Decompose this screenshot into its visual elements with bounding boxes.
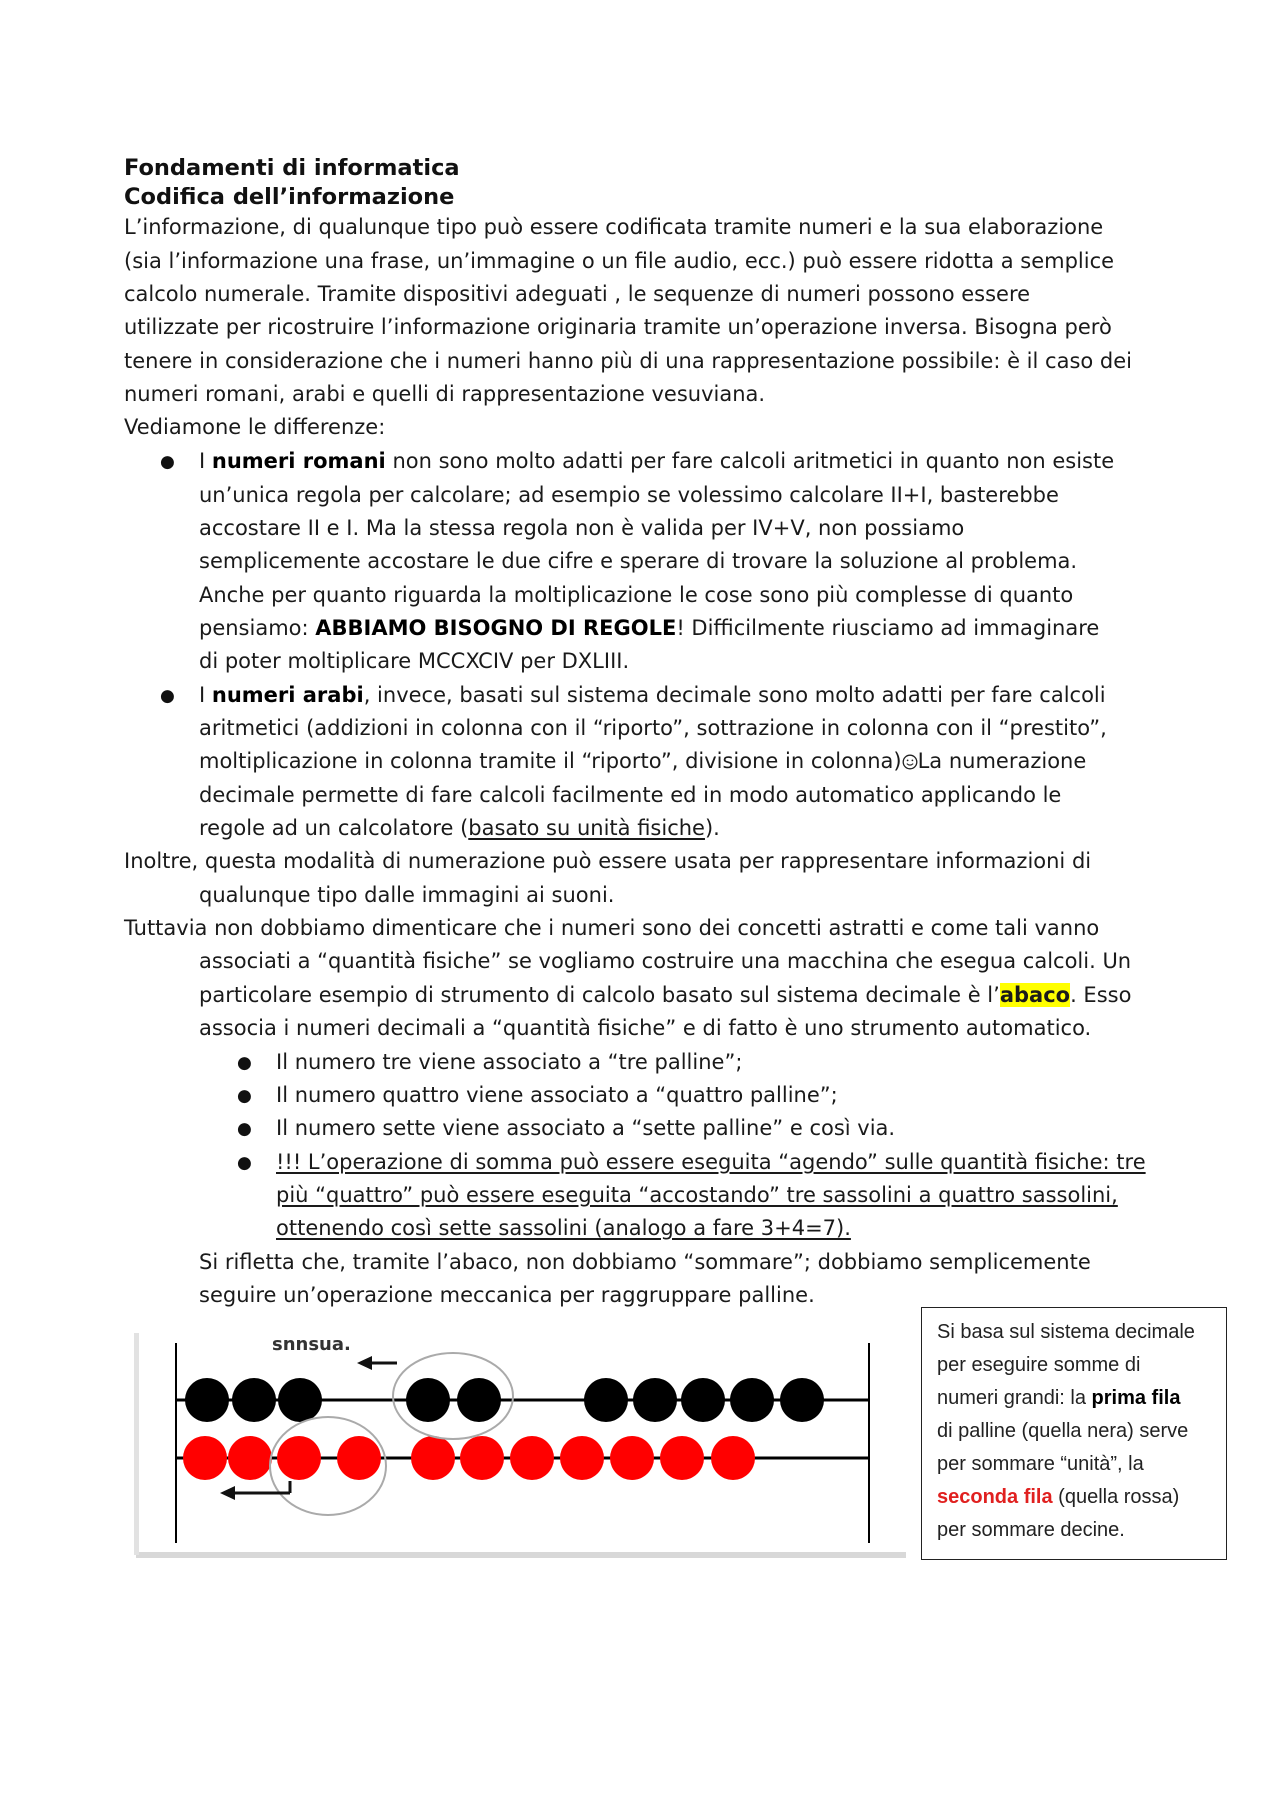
intro-line: calcolo numerale. Tramite dispositivi adeguati , le sequenze di numeri possono essere	[124, 282, 1031, 306]
note-line: Si basa sul sistema decimale	[937, 1321, 1195, 1343]
abaco-highlight: abaco	[999, 983, 1071, 1007]
tuttavia-line: associati a “quantità fisiche” se vogliamo costruire una macchina che esegua calcoli. Un	[199, 949, 1132, 973]
sub-bullet-text: Il numero sette viene associato a “sette palline” e così via.	[276, 1116, 896, 1140]
intro-line: utilizzate per ricostruire l’informazione originaria tramite un’operazione inversa. Bisogna però	[124, 315, 1112, 339]
arabi-line: I numeri arabi, invece, basati sul sistema decimale sono molto adatti per fare calcoli	[199, 683, 1106, 707]
black-bead	[584, 1378, 628, 1422]
sub-bullet-text: Il numero quattro viene associato a “quattro palline”;	[276, 1083, 838, 1107]
romani-line: di poter moltiplicare MCCXCIV per DXLIII.	[199, 649, 630, 673]
inoltre-line: Inoltre, questa modalità di numerazione può essere usata per rappresentare informazioni di	[124, 849, 1092, 873]
arabi-term: numeri arabi	[211, 683, 364, 707]
romani-line: I numeri romani non sono molto adatti per fare calcoli aritmetici in quanto non esiste	[199, 449, 1115, 473]
bullet-dot: ●	[160, 686, 175, 706]
red-bead	[460, 1436, 504, 1480]
arabi-line: moltiplicazione in colonna tramite il “riporto”, divisione in colonna) La numerazione	[199, 749, 1087, 773]
riflessione-line: Si rifletta che, tramite l’abaco, non dobbiamo “sommare”; dobbiamo semplicemente	[199, 1250, 1091, 1274]
regole-emphasis: ABBIAMO BISOGNO DI REGOLE	[315, 616, 677, 640]
somma-line: più “quattro” può essere eseguita “accostando” tre sassolini a quattro sassolini,	[276, 1183, 1118, 1207]
page-title: Fondamenti di informatica	[124, 155, 460, 181]
note-line: per sommare “unità”, la	[937, 1453, 1144, 1475]
bullet-dot: ●	[237, 1153, 252, 1173]
intro-line: tenere in considerazione che i numeri hanno più di una rappresentazione possibile: è il caso dei	[124, 349, 1132, 373]
romani-line: Anche per quanto riguarda la moltiplicazione le cose sono più complesse di quanto	[199, 583, 1074, 607]
bullet-dot: ●	[237, 1086, 252, 1106]
black-bead	[730, 1378, 774, 1422]
figure-shadow-left	[134, 1333, 139, 1555]
note-line: per eseguire somme di	[937, 1354, 1141, 1376]
red-bead-row	[183, 1436, 755, 1480]
intro-line: (sia l’informazione una frase, un’immagine o un file audio, ecc.) può essere ridotta a semplice	[124, 249, 1115, 273]
black-bead	[780, 1378, 824, 1422]
note-box	[921, 1307, 1227, 1560]
red-bead	[610, 1436, 654, 1480]
prima-fila-bold: prima fila	[1091, 1387, 1181, 1409]
figure-caption-fragment: snnsua.	[272, 1334, 351, 1355]
romani-term: numeri romani	[211, 449, 386, 473]
black-bead	[406, 1378, 450, 1422]
bullet-dot: ●	[237, 1119, 252, 1139]
riflessione-line: seguire un’operazione meccanica per raggruppare palline.	[199, 1283, 815, 1307]
tuttavia-line: associa i numeri decimali a “quantità fisiche” e di fatto è uno strumento automatico.	[199, 1016, 1092, 1040]
note-line: numeri grandi: la prima fila	[937, 1387, 1181, 1409]
section-title: Codifica dell’informazione	[124, 184, 455, 210]
somma-line: ottenendo così sette sassolini (analogo a fare 3+4=7).	[276, 1216, 851, 1240]
tuttavia-line: Tuttavia non dobbiamo dimenticare che i numeri sono dei concetti astratti e come tali vanno	[124, 916, 1100, 940]
red-bead	[411, 1436, 455, 1480]
arabi-line: regole ad un calcolatore (basato su unità fisiche).	[199, 816, 720, 840]
romani-line: semplicemente accostare le due cifre e sperare di trovare la soluzione al problema.	[199, 549, 1078, 573]
note-line: di palline (quella nera) serve	[937, 1420, 1189, 1442]
red-bead	[277, 1436, 321, 1480]
romani-line: un’unica regola per calcolare; ad esempio se volessimo calcolare II+I, basterebbe	[199, 483, 1059, 507]
note-line: per sommare decine.	[937, 1519, 1125, 1541]
somma-line: !!! L’operazione di somma può essere eseguita “agendo” sulle quantità fisiche: tre	[276, 1150, 1146, 1174]
black-bead	[457, 1378, 501, 1422]
arabi-line: decimale permette di fare calcoli facilmente ed in modo automatico applicando le	[199, 783, 1062, 807]
arabi-line: aritmetici (addizioni in colonna con il “riporto”, sottrazione in colonna con il “prestito”,	[199, 716, 1107, 740]
sub-bullet-text: Il numero tre viene associato a “tre palline”;	[276, 1050, 743, 1074]
inoltre-line: qualunque tipo dalle immagini ai suoni.	[199, 883, 615, 907]
bullet-dot: ●	[237, 1053, 252, 1073]
red-bead	[337, 1436, 381, 1480]
black-bead	[633, 1378, 677, 1422]
unita-fisiche-underlined: basato su unità fisiche	[468, 816, 705, 840]
red-bead	[183, 1436, 227, 1480]
red-bead	[560, 1436, 604, 1480]
bullet-dot: ●	[160, 452, 175, 472]
romani-line: pensiamo: ABBIAMO BISOGNO DI REGOLE! Difficilmente riusciamo ad immaginare	[199, 616, 1100, 640]
figure-shadow-bottom	[136, 1552, 906, 1558]
red-bead	[510, 1436, 554, 1480]
intro-line: numeri romani, arabi e quelli di rappresentazione vesuviana.	[124, 382, 766, 406]
intro-line: Vediamone le differenze:	[124, 415, 386, 439]
black-bead	[232, 1378, 276, 1422]
tuttavia-line: particolare esempio di strumento di calcolo basato sul sistema decimale è l’abaco. Esso	[199, 983, 1132, 1007]
black-bead	[278, 1378, 322, 1422]
black-bead	[681, 1378, 725, 1422]
black-bead	[185, 1378, 229, 1422]
arrow-left-icon	[357, 1356, 397, 1370]
arrow-left-icon	[220, 1481, 290, 1500]
abacus-illustration	[132, 1333, 912, 1565]
intro-line: L’informazione, di qualunque tipo può essere codificata tramite numeri e la sua elaborazione	[124, 215, 1104, 239]
romani-line: accostare II e I. Ma la stessa regola non è valida per IV+V, non possiamo	[199, 516, 965, 540]
seconda-fila-red: seconda fila	[937, 1486, 1053, 1508]
note-line: seconda fila (quella rossa)	[937, 1486, 1180, 1508]
red-bead	[711, 1436, 755, 1480]
smiley-icon	[902, 754, 918, 770]
red-bead	[228, 1436, 272, 1480]
red-bead	[660, 1436, 704, 1480]
